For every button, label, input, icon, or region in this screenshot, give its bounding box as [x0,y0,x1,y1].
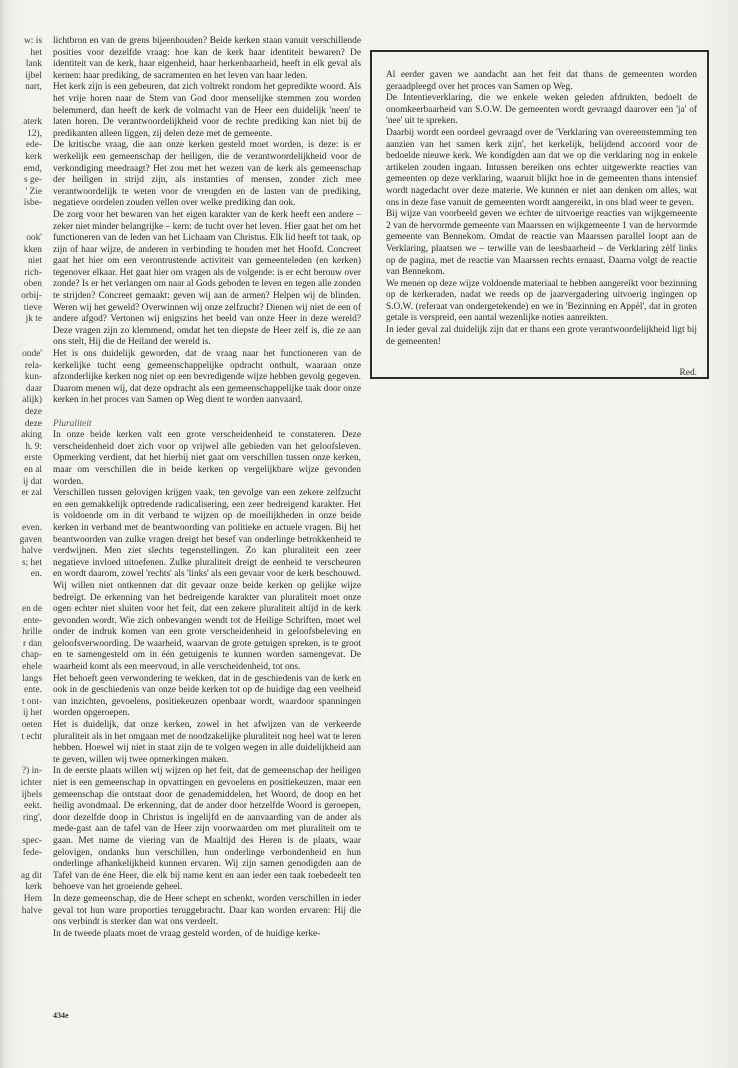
fragment-line: aking [21,430,42,441]
fragment-line: en al [24,464,42,475]
fragment-line: kerk [25,882,42,893]
fragment-line: Hem [23,893,42,904]
fragment-line [0,743,42,755]
paragraph: Al eerder gaven we aandacht aan het feit dat thans de gemeenten worden geraadpleegd over het proces van Samen op Weg. [386,70,697,92]
fragment-line: er zal [21,488,42,499]
fragment-line: niet [27,256,42,267]
fragment-line [0,326,42,338]
fragment-line: orbij- [21,291,42,302]
editorial-note-box [370,50,709,379]
fragment-line: h. 9: [25,441,42,452]
fragment-line: ijbels [21,789,42,800]
fragment-line: rela- [24,360,42,371]
paragraph: Daarbij wordt een oordeel gevraagd over de 'Verklaring van overeenstemming ten aanzien van het samen kerk zijn', het kerkelijk, belijdend accoord voor de bedoelde nieuwe kerk. We kondigden aan dat we op die verklaring nog in enkele artikelen zouden ingaan. Intussen bereiken ons echter uitgewerkte reacties van gemeenten op deze verklaring, waaruit blijkt hoe in de gemeenten thans intensief wordt nagedacht over deze materie. We kunnen er niet aan denken om alles, wat ons in deze fase vanuit de gemeenten wordt aangereikt, in ons blad weer te geven. [386,127,697,208]
previous-column-fragments [0,36,42,916]
fragment-line: rich- [24,267,42,278]
fragment-line [0,500,42,512]
fragment-line: chap- [21,650,42,661]
fragment-line: het [30,47,42,58]
fragment-line [0,94,42,106]
fragment-line: onde' [22,349,42,360]
main-column [53,36,361,940]
fragment-line: ede- [25,140,42,151]
fragment-line: ij dat [22,476,42,487]
fragment-line: s ge- [24,175,42,186]
fragment-line: ' Zie [25,186,42,197]
fragment-line: s; het [21,557,42,568]
section-heading: Pluraliteit [53,418,92,429]
paragraph: In de tweede plaats moet de vraag gesteld worden, of de huidige kerke- [53,928,321,939]
paragraph: We menen op deze wijze voldoende materiaal te hebben aangereikt voor bezinning op de kerkeraden, nadat we reeds op de jaarvergadering uitvoerig ingingen op S.O.W. (referaat van ondergetekende) en we in 'Bezinning en Appèl', dat in groten getale is verspreid, een aantal wezenlijke noties aanreikten. [386,278,697,324]
fragment-line [0,859,42,871]
editorial-signature: Red. [679,368,697,379]
fragment-line: emd, [23,163,42,174]
fragment-line [0,511,42,523]
fragment-line: oben [23,279,42,290]
fragment-line: ente. [24,685,42,696]
fragment-line: alijk) [22,395,42,406]
paragraph: In onze beide kerken valt een grote verscheidenheid te constateren. Deze verscheidenheid doet zich voor op vrijwel alle gebieden van het geloofsleven. Opmerking verdient, dat het hierbij niet gaat om verschillen tussen onze kerken, maar om verschillen die in beide kerken op vergelijkbare wijze gevonden worden. [53,430,361,487]
fragment-line: eekt. [24,801,42,812]
fragment-line: spec- [22,835,42,846]
paragraph: Het is duidelijk, dat onze kerken, zowel in het afwijzen van de verkeerde pluraliteit als in het omgaan met de noodzakelijke pluraliteit nog heel wat te leren hebben. Hoewel wij niet in staat zijn de te volgen wegen in alle duidelijkheid aan te geven, willen wij twee opmerkingen maken. [53,720,361,765]
fragment-line: t echt [21,731,42,742]
paragraph: Het kerk zijn is een gebeuren, dat zich voltrekt rondom het gepredikte woord. Als het vrije horen naar de Stem van God door menselijke stemmen zou worden belemmerd, dan heeft de kerk de volmacht van de Heer een duidelijk 'neen' te laten horen. De verantwoordelijkheid voor de rechte prediking kan niet bij de predikanten alleen liggen, zij delen deze met de gemeente. [53,82,361,139]
paragraph: In ieder geval zal duidelijk zijn dat er thans een grote verantwoordelijkheid ligt bij de gemeenten! [386,325,697,347]
fragment-line: ehele [22,662,42,673]
fragment-line [0,593,42,605]
fragment-line: langs [22,673,42,684]
fragment-line: erste [24,453,42,464]
fragment-line: halve [21,905,42,916]
fragment-line: ij het [22,708,42,719]
editorial-note-paragraphs [386,70,697,348]
fragment-line [0,337,42,349]
fragment-line: ag dit [20,870,42,881]
fragment-line: kun- [24,372,42,383]
fragment-line: deze [24,418,42,429]
paragraph: Het is ons duidelijk geworden, dat de vraag naar het functioneren van de kerkelijke tucht eeng gemeenschappelijke opdracht onthult, waaraan onze afzonderlijke kerken nog niet op een bevredigende wijze hebben gevolg gegeven. Daarom menen wij, dat deze opdracht als een gemeenschappelijke taak door onze kerken in het proces van Samen op Weg dient te worden aanvaard. [53,349,361,406]
fragment-line: ïsbe- [23,198,42,209]
fragment-line: ichter [20,778,42,788]
fragment-line: en. [30,569,42,580]
fragment-line: lank [25,59,42,70]
fragment-line: hrille [22,627,42,638]
fragment-line: gaven [19,534,42,545]
fragment-line: daar [25,383,42,394]
fragment-line: aterk [23,117,42,128]
fragment-line [0,210,42,222]
paragraph: De kritische vraag, die aan onze kerken gesteld moet worden, is deze: is er werkelijk een gemeenschap der heiligen, die de verantwoordelijkheid voor de verkondiging meedraagt? Het zou met het wezen van de kerk als gemeenschap der heiligen in strijd zijn, als instanties of mensen, zonder zich mee verantwoordelijk te weten voor de vreugden en de lasten van de prediking, negatieve oordelen zouden vellen over welke prediking dan ook. [53,140,361,209]
fragment-line: oeten [21,720,42,731]
fragment-line: kerk [25,151,42,162]
fragment-line: w: is [24,36,42,46]
fragment-line [0,581,42,593]
fragment-line: fede- [22,847,42,858]
fragment-line: en de [21,604,42,615]
paragraph: lichtbron en van de grens bijeenhouden? Beide kerken staan vanuit verschillende posities voor dezelfde vraag: hoe kan de kerk haar identiteit bewaren? De identiteit van de kerk, haar eigenheid, haar herkenbaarheid, heeft in elk geval als kernen: haar prediking, de sacramenten en het leven van haar leden. [53,36,361,81]
fragment-line: nart, [25,82,42,93]
paragraph: Verschillen tussen gelovigen krijgen vaak, ten gevolge van een zekere zelfzucht en een gemakkelijk optredende radicalisering, een zeer bedreigend karakter. Het is voldoende om in dit verband te wijzen op de moeilijkheden in onze beide kerken in verband met de beantwoording van politieke en actuele vragen. Bij het beantwoorden van zulke vragen dreigt het besef van onderlinge betrokkenheid te verdwijnen. Men ziet slechts tegenstellingen. Zo kan pluraliteit een zeer negatieve invloed uitoefenen. Zulke pluraliteit dreigt de eenheid te verscheuren en wordt daarom, zowel 'rechts' als 'links' als een gevaar voor de kerk beschouwd. Wij willen niet ontkennen dat dit gevaar onze beide kerken op gelijke wijze bedreigt. De erkenning van het bedreigende karakter van pluraliteit moet onze ogen echter niet sluiten voor het feit, dat een zekere pluraliteit altijd in de kerk gevonden wordt. Wie zich onbevangen wendt tot de Heilige Schriften, moet wel onder de indruk komen van een grote verscheidenheid in geloofsbeleving en geloofsverwoording. De waarheid, waarvan de grote getuigen spreken, is te groot en te samengesteld om in één getuigenis te kunnen worden samengevat. De waarheid komt als een meervoud, in alle verscheidenheid, tot ons. [53,488,361,673]
section-paragraphs [53,430,361,940]
fragment-line [0,824,42,836]
paragraph: Het behoeft geen verwondering te wekken, dat in de geschiedenis van de kerk en ook in de geschiedenis van onze beide kerken tot op de huidige dag een veelheid van inzichten, gevoelens, positiekeuzen openbaar wordt, waardoor spanningen worden opgeroepen. [53,673,361,719]
fragment-line: 12), [27,128,42,139]
fragment-line: ijbel [25,70,42,81]
fragment-line: deze [24,407,42,417]
fragment-line: ?) in- [21,766,42,777]
main-paragraphs [53,36,361,407]
paragraph: De zorg voor het bewaren van het eigen karakter van de kerk heeft een andere – zeker niet minder belangrijke – kern: de tucht over het leven. Hier gaat het om het functioneren van de leden van het Lichaam van Christus. Elk lid heeft tot taak, op zijn of haar wijze, de anderen in verbinding te houden met het Hoofd. Concreet gaat het hier om een verontrustende activiteit van gemeenteleden (en kerken) tegenover elkaar. Het gaat hier om vragen als de volgende: is er echt berouw over zonde? Is er het verlangen om naar al Gods geboden te leven en tegen alle zonden te strijden? Concreet gemaakt: geven wij aan de armen? Helpen wij de blinden. Weren wij het geweld? Overwinnen wij onze zelfzucht? Dienen wij niet de een of andere afgod? Vertonen wij enigszins het beeld van onze Heer in deze wereld? Deze vragen zijn zo klemmend, omdat het ten diepste de Heer zelf is, die ze aan ons stelt, Hij die de Heiland der wereld is. [53,209,361,348]
fragment-line [0,222,42,234]
fragment-line: tieve [23,302,42,313]
fragment-line: halve [21,546,42,557]
fragment-line: r dan [22,638,42,649]
paragraph: In deze gemeenschap, die de Heer schept en schenkt, worden verschillen in ieder geval tot hun ware proporties teruggebracht. Daar kan worden ervaren: Hij die ons verbindt is sterker dan wat ons verdeelt. [53,893,361,928]
fragment-line: ook' [26,233,42,244]
fragment-line [0,755,42,767]
fragment-line: ring', [22,812,42,823]
fragment-line: t ont- [21,696,42,707]
fragment-line: even. [21,522,42,533]
fragment-line: jk te [25,314,42,325]
fragment-line: ente- [23,615,42,626]
fragment-line: kken [23,244,42,255]
paragraph: In de eerste plaats willen wij wijzen op het feit, dat de gemeenschap der heiligen niet is een gemeenschap in opvattingen en gevoelens en positiekeuzen, maar een gemeenschap die ontstaat door de genademiddelen, het Woord, de doop en het heilig avondmaal. De erkenning, dat de ander door hetzelfde Woord is geroepen, door dezelfde doop in Christus is ingelijfd en de aanvaarding van de ander als mede-gast aan de tafel van de Heer zijn voorwaarden om met pluraliteit om te gaan. Met name de viering van de Maaltijd des Heren is de plaats, waar gelovigen, ondanks hun verschillen, hun onderlinge verbondenheid en hun onderlinge afhankelijkheid kunnen ervaren. Wij zijn samen genodigden aan de Tafel van de éne Heer, die elk bij name kent en aan ieder een taak toebedeelt ten behoeve van het groeiende geheel. [53,766,361,893]
fragment-line [0,106,42,118]
paragraph: Bij wijze van voorbeeld geven we echter de uitvoerige reacties van wijkgemeente 2 van de hervormde gemeente van Maarssen en wijkgemeente 1 van de hervormde gemeente van Bennekom. Omdat de reactie van Maarssen parallel loopt aan de Verklaring, plaatsen we – terwille van de leesbaarheid – de Verklaring zèlf links op de pagina, met de reactie van Maarssen rechts ernaast. Daarna volgt de reactie van Bennekom. [386,209,697,278]
page-number: 434e [53,1011,69,1020]
paragraph: De Intentieverklaring, die we enkele weken geleden afdrukten, bedoelt de onomkeerbaarheid van S.O.W. De gemeenten wordt gevraagd daarover een 'ja' of 'nee' uit te spreken. [386,93,697,127]
